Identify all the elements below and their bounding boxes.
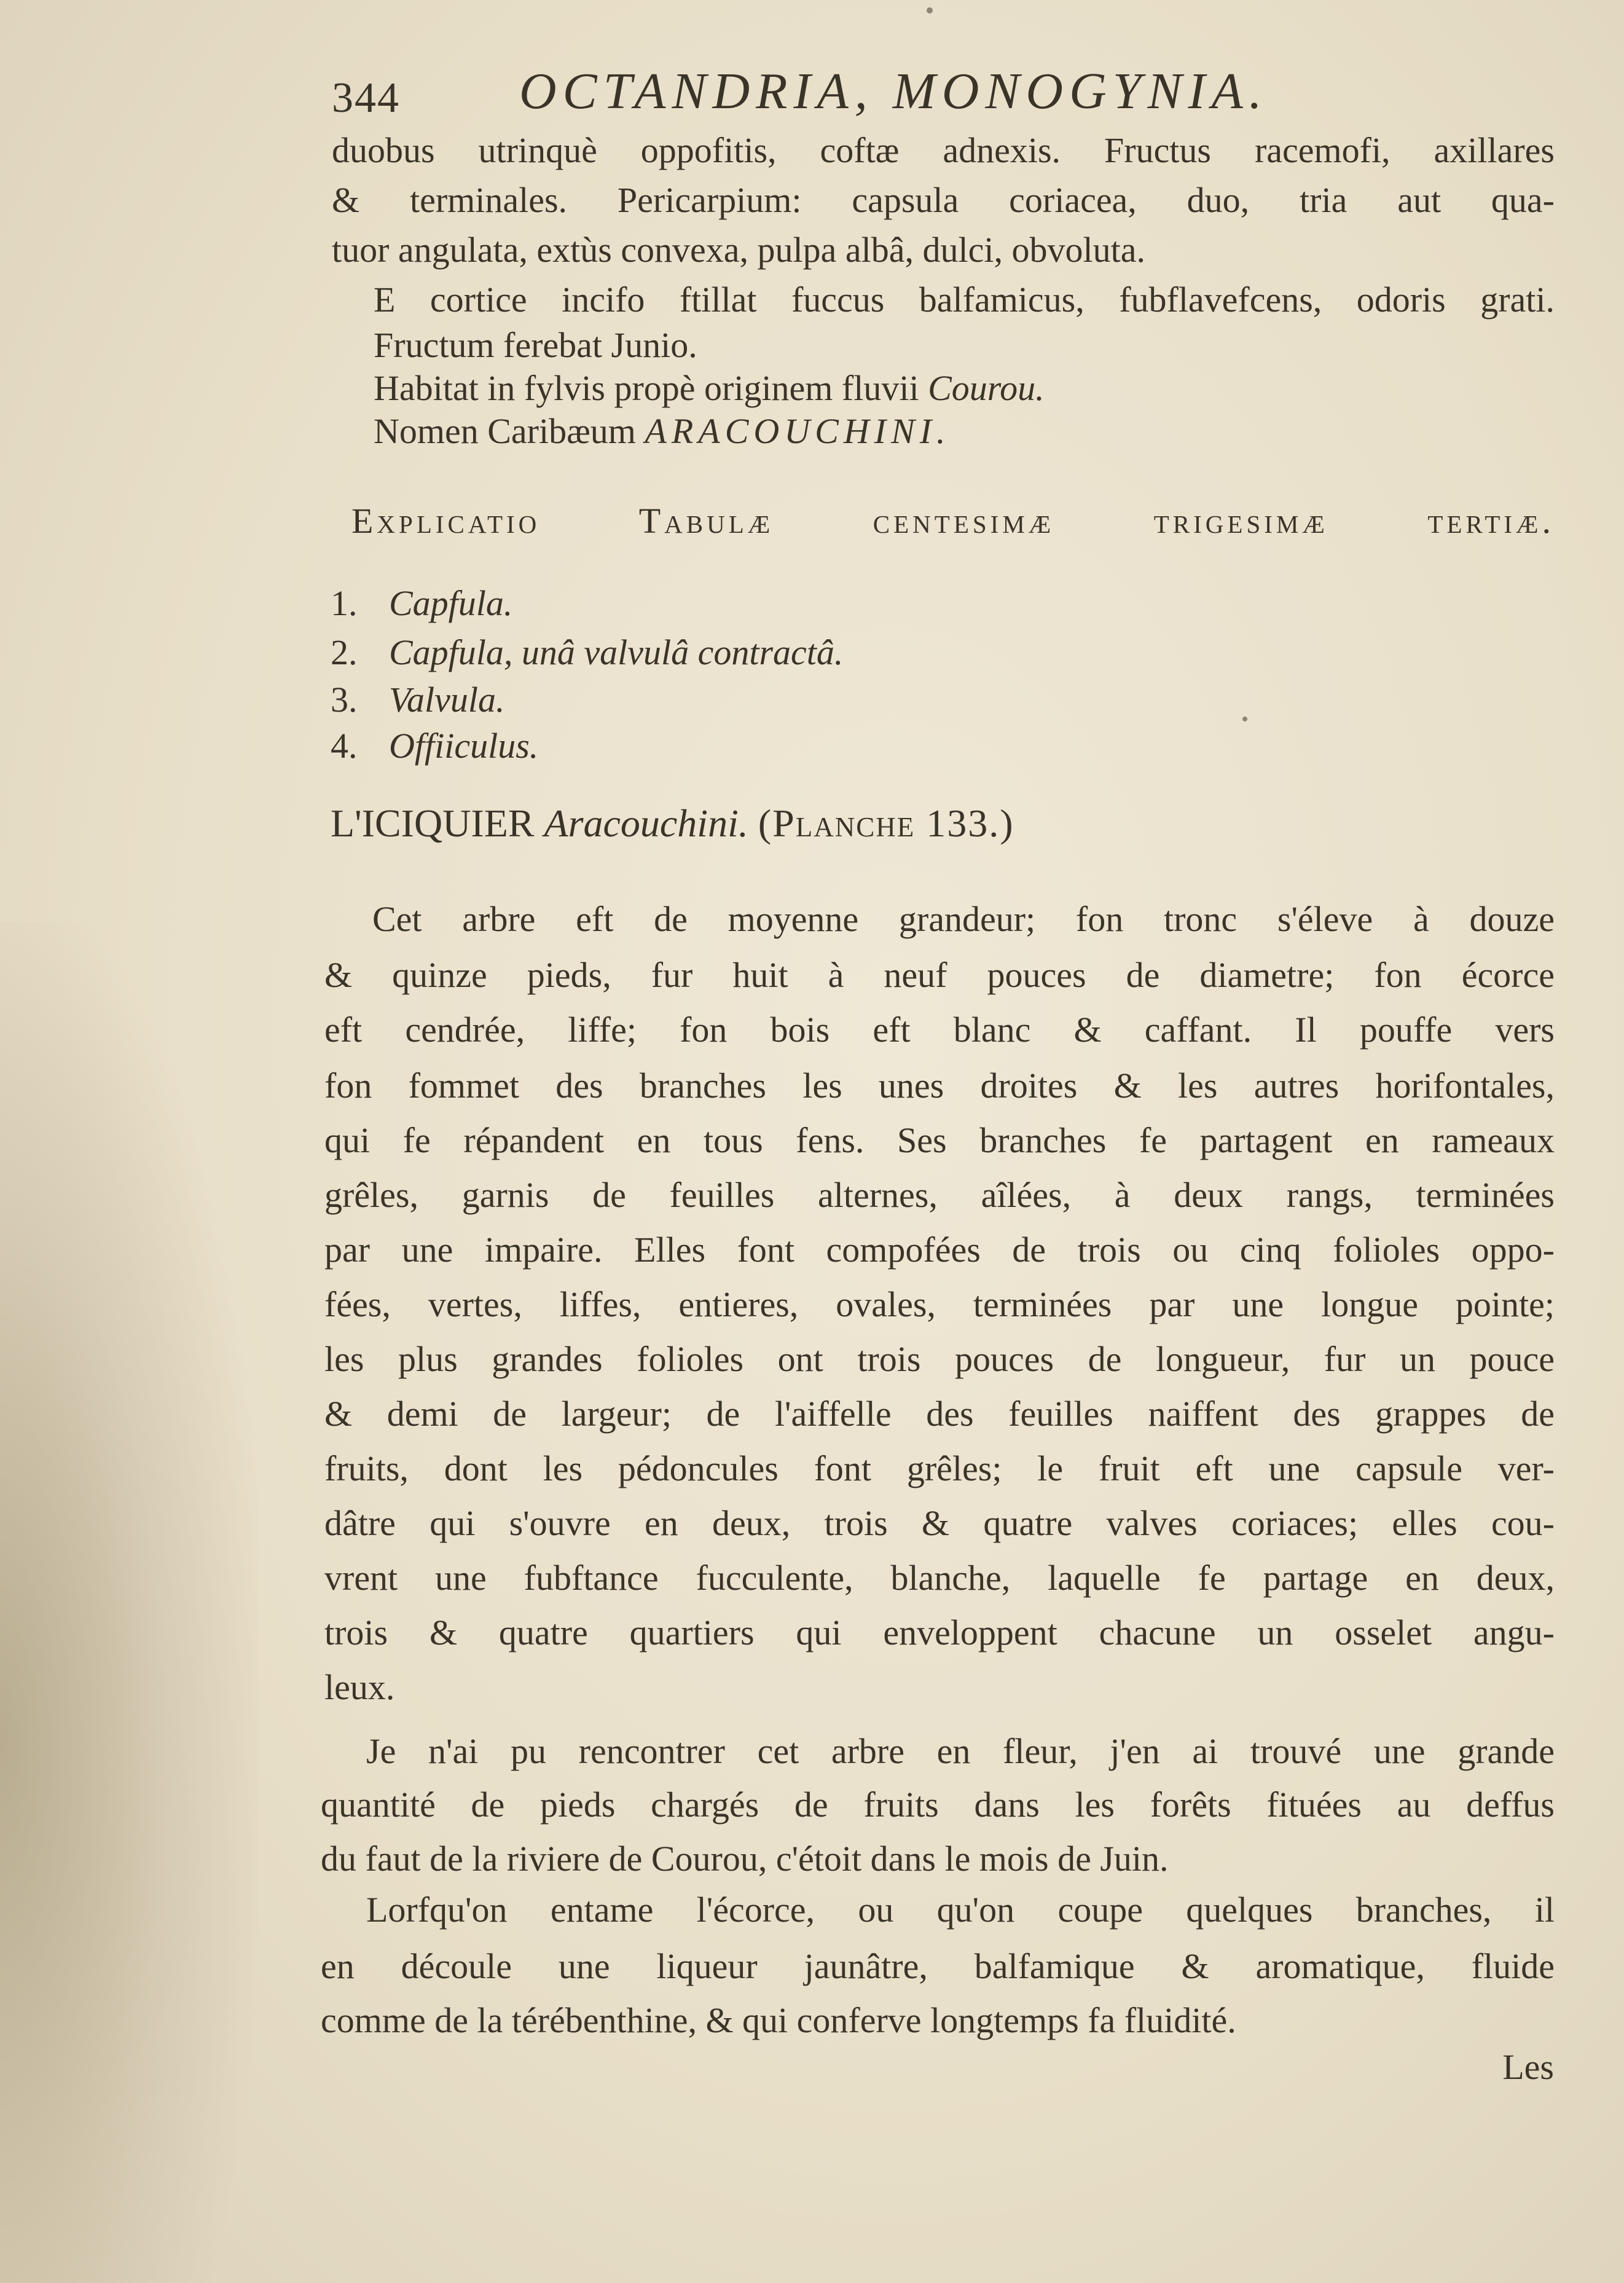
paragraph-line: comme de la térébenthine, & qui conferve longtemps fa fluidité. <box>321 2000 1236 2040</box>
ink-speck <box>1242 717 1247 721</box>
paragraph-line: leux. <box>324 1667 395 1707</box>
latin-line-3: tuor angulata, extùs convexa, pulpa albâ, dulci, obvoluta. <box>332 230 1145 270</box>
paragraph-line: les plus grandes folioles ont trois pouces de longueur, fur un pouce <box>324 1339 1555 1379</box>
figure-item: 2. Capfula, unâ valvulâ contractâ. <box>331 632 844 672</box>
figure-item: 1. Capfula. <box>331 583 513 623</box>
latin-name: Aracouchini. <box>544 801 748 845</box>
latin-line-6 <box>374 364 1045 413</box>
paragraph-line: Cet arbre eft de moyenne grandeur; fon tronc s'éleve à douze <box>372 899 1555 939</box>
paragraph-line: fruits, dont les pédoncules font grêles; le fruit eft une capsule ver- <box>324 1448 1555 1488</box>
figure-item: 4. Offiiculus. <box>331 726 539 766</box>
carib-name: ARACOUCHINI. <box>645 411 951 451</box>
paragraph-line: vrent une fubftance fucculente, blanche, laquelle fe partage en deux, <box>324 1558 1555 1598</box>
paragraph-line: Je n'ai pu rencontrer cet arbre en fleur, j'en ai trouvé une grande <box>366 1731 1555 1771</box>
latin-line-4: E cortice incifo ftillat fuccus balfamicus, fubflavefcens, odoris grati. <box>374 280 1555 320</box>
plate-reference: (Planche 133.) <box>758 801 1014 845</box>
paragraph-line: grêles, garnis de feuilles alternes, aîlées, à deux rangs, terminées <box>324 1175 1555 1215</box>
paragraph-line: Lorfqu'on entame l'écorce, ou qu'on coupe quelques branches, il <box>366 1890 1555 1930</box>
paragraph-line: dâtre qui s'ouvre en deux, trois & quatre valves coriaces; elles cou- <box>324 1503 1555 1543</box>
paragraph-line: & demi de largeur; de l'aiffelle des feuilles naiffent des grappes de <box>324 1394 1555 1434</box>
common-name: L'ICIQUIER <box>331 801 535 845</box>
paragraph-line: en découle une liqueur jaunâtre, balfamique & aromatique, fluide <box>321 1946 1555 1986</box>
paragraph-line: & quinze pieds, fur huit à neuf pouces de diametre; fon écorce <box>324 955 1555 995</box>
nomen-text: Nomen Caribæum <box>374 411 645 451</box>
page-header <box>332 61 1389 129</box>
paragraph-line: par une impaire. Elles font compofées de trois ou cinq folioles oppo- <box>324 1230 1555 1270</box>
figure-item: 3. Valvula. <box>331 680 505 720</box>
river-name: Courou. <box>928 368 1045 408</box>
paragraph-line: fées, vertes, liffes, entieres, ovales, terminées par une longue pointe; <box>324 1284 1555 1324</box>
paragraph-line: quantité de pieds chargés de fruits dans les forêts fituées au deffus <box>321 1785 1555 1825</box>
paragraph-line: du faut de la riviere de Courou, c'étoit dans le mois de Juin. <box>321 1839 1169 1879</box>
paragraph-line: trois & quatre quartiers qui enveloppent chacune un osselet angu- <box>324 1613 1555 1652</box>
latin-line-2: & terminales. Pericarpium: capsula coriacea, duo, tria aut qua- <box>332 180 1555 220</box>
habitat-text: Habitat in fylvis propè originem fluvii <box>374 368 928 408</box>
running-head: OCTANDRIA, MONOGYNIA. <box>519 63 1268 120</box>
catchword: Les <box>1502 2047 1554 2087</box>
page-number: 344 <box>332 74 400 122</box>
latin-line-5: Fructum ferebat Junio. <box>374 325 697 365</box>
explicatio-heading: Explicatio Tabulæ centesimæ trigesimæ tertiæ. <box>351 501 1555 541</box>
paragraph-line: qui fe répandent en tous fens. Ses branches fe partagent en rameaux <box>324 1120 1555 1160</box>
latin-line-1: duobus utrinquè oppofitis, coftæ adnexis. Fructus racemofi, axillares <box>332 130 1555 170</box>
paragraph-line: eft cendrée, liffe; fon bois eft blanc & caffant. Il pouffe vers <box>324 1010 1555 1050</box>
ink-speck <box>927 7 933 14</box>
paragraph-line: fon fommet des branches les unes droites & les autres horifontales, <box>324 1066 1555 1106</box>
section-title <box>331 799 1014 848</box>
latin-line-7 <box>374 407 951 456</box>
